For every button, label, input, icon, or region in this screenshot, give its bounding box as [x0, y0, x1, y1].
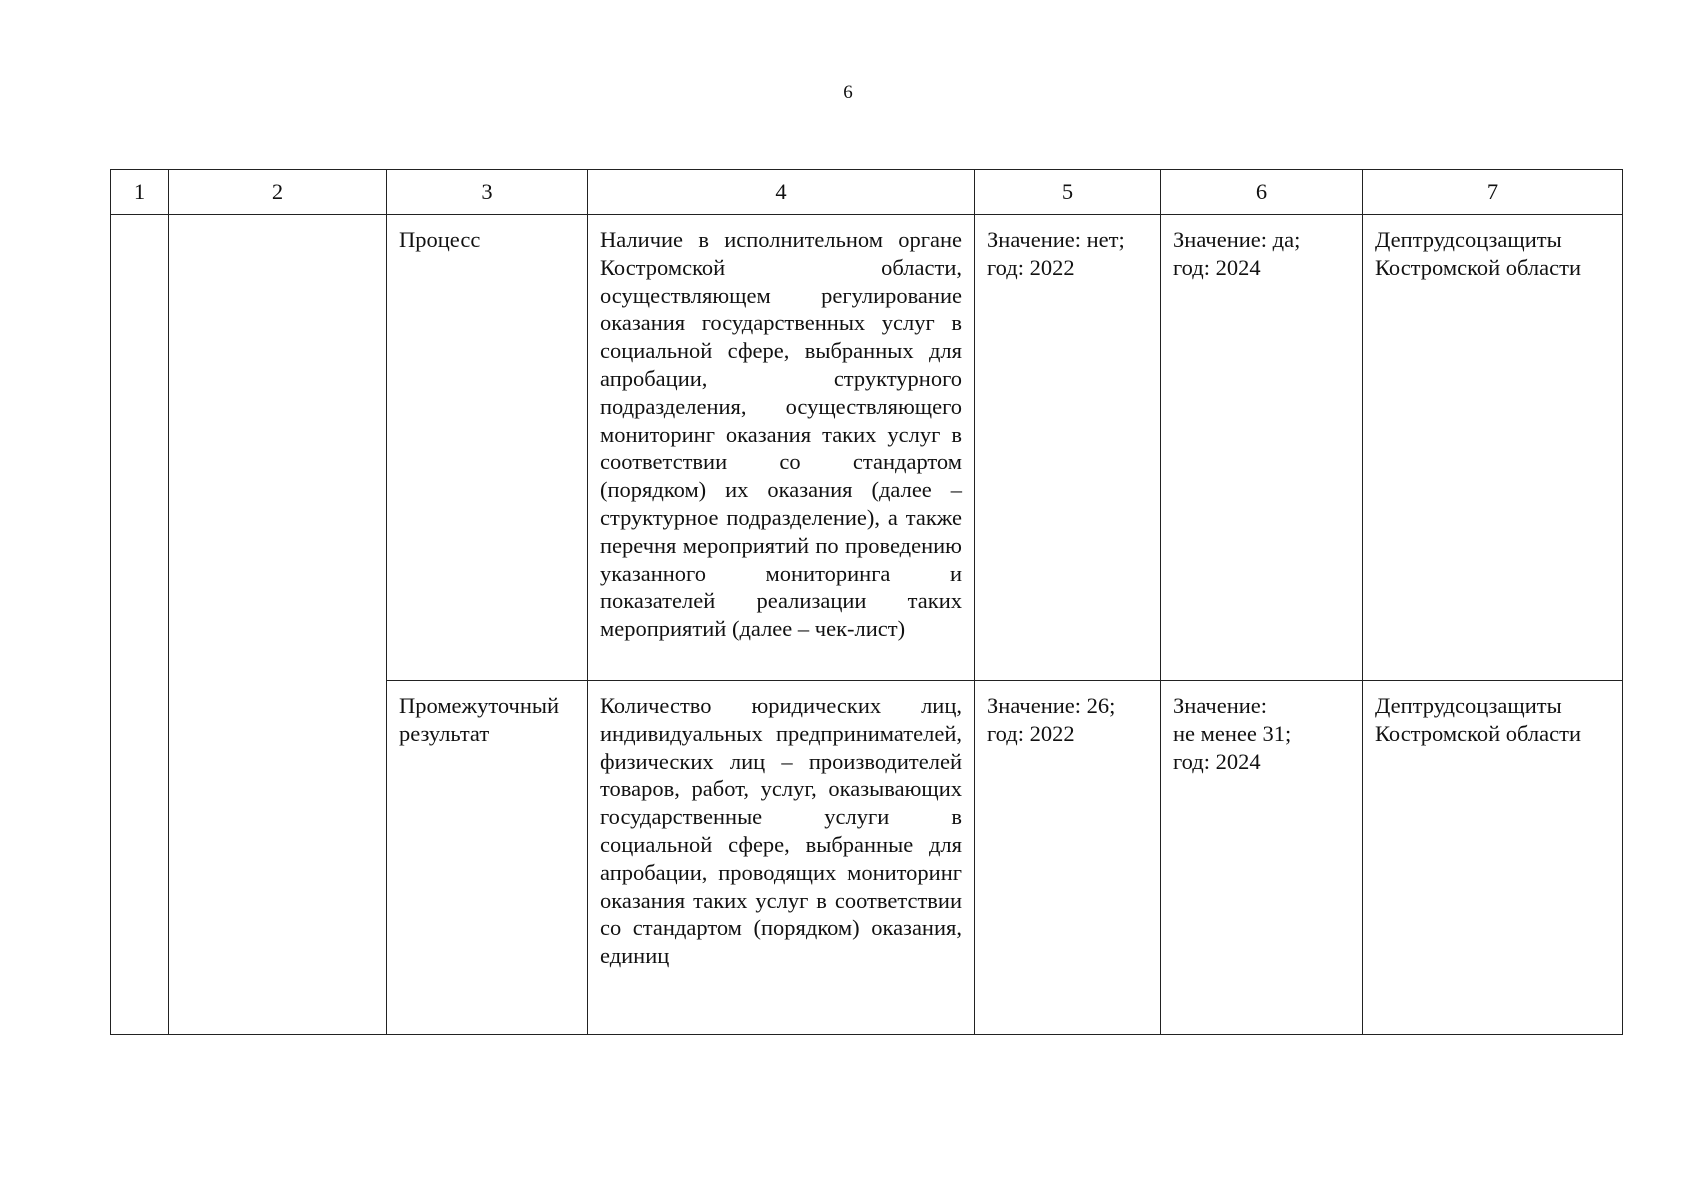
target-year-text: год: 2024	[1173, 748, 1261, 774]
target-value-text: Значение: да;	[1173, 227, 1301, 252]
base-year-text: год: 2022	[987, 720, 1075, 746]
cell-responsible: Дептрудсоцзащиты Костромской области	[1363, 681, 1623, 1035]
column-number-7: 7	[1363, 170, 1623, 215]
indicators-table	[110, 169, 1623, 1035]
cell-indicator: Количество юридических лиц, индивидуальных предпринимателей, физических лиц – производителей товаров, работ, услуг, оказывающих государственные услуги в социальной сфере, выбранные для апробации, проводящих мониторинг оказания таких услуг в соответствии со стандартом (порядком) оказания, единиц	[588, 681, 975, 1035]
target-label-text: Значение:	[1173, 693, 1268, 718]
page-number: 6	[843, 82, 853, 103]
cell-stage: Процесс	[387, 215, 588, 681]
column-number-row	[111, 170, 1623, 215]
cell-target-value	[1161, 681, 1363, 1035]
target-year-text: год: 2024	[1173, 254, 1261, 280]
base-value-text: Значение: 26;	[987, 693, 1116, 718]
cell-target-value	[1161, 215, 1363, 681]
base-value-text: Значение: нет;	[987, 227, 1125, 252]
column-number-6: 6	[1161, 170, 1363, 215]
cell-responsible: Дептрудсоцзащиты Костромской области	[1363, 215, 1623, 681]
cell-indicator: Наличие в исполнительном органе Костромской области, осуществляющем регулирование оказания государственных услуг в социальной сфере, выбранных для апробации, структурного подразделения, осуществляющего мониторинг оказания таких услуг в соответствии со стандартом (порядком) их оказания (далее – структурное подразделение), а также перечня мероприятий по проведению указанного мониторинга и показателей реализации таких мероприятий (далее – чек-лист)	[588, 215, 975, 681]
cell-base-value	[975, 681, 1161, 1035]
cell-col2-empty	[169, 215, 387, 1035]
cell-stage: Промежуточный результат	[387, 681, 588, 1035]
column-number-1: 1	[111, 170, 169, 215]
target-value-text: не менее 31;	[1173, 720, 1292, 746]
cell-base-value	[975, 215, 1161, 681]
column-number-3: 3	[387, 170, 588, 215]
column-number-4: 4	[588, 170, 975, 215]
column-number-5: 5	[975, 170, 1161, 215]
table-row-process	[111, 215, 1623, 681]
base-year-text: год: 2022	[987, 254, 1075, 280]
column-number-2: 2	[169, 170, 387, 215]
cell-col1-empty	[111, 215, 169, 1035]
